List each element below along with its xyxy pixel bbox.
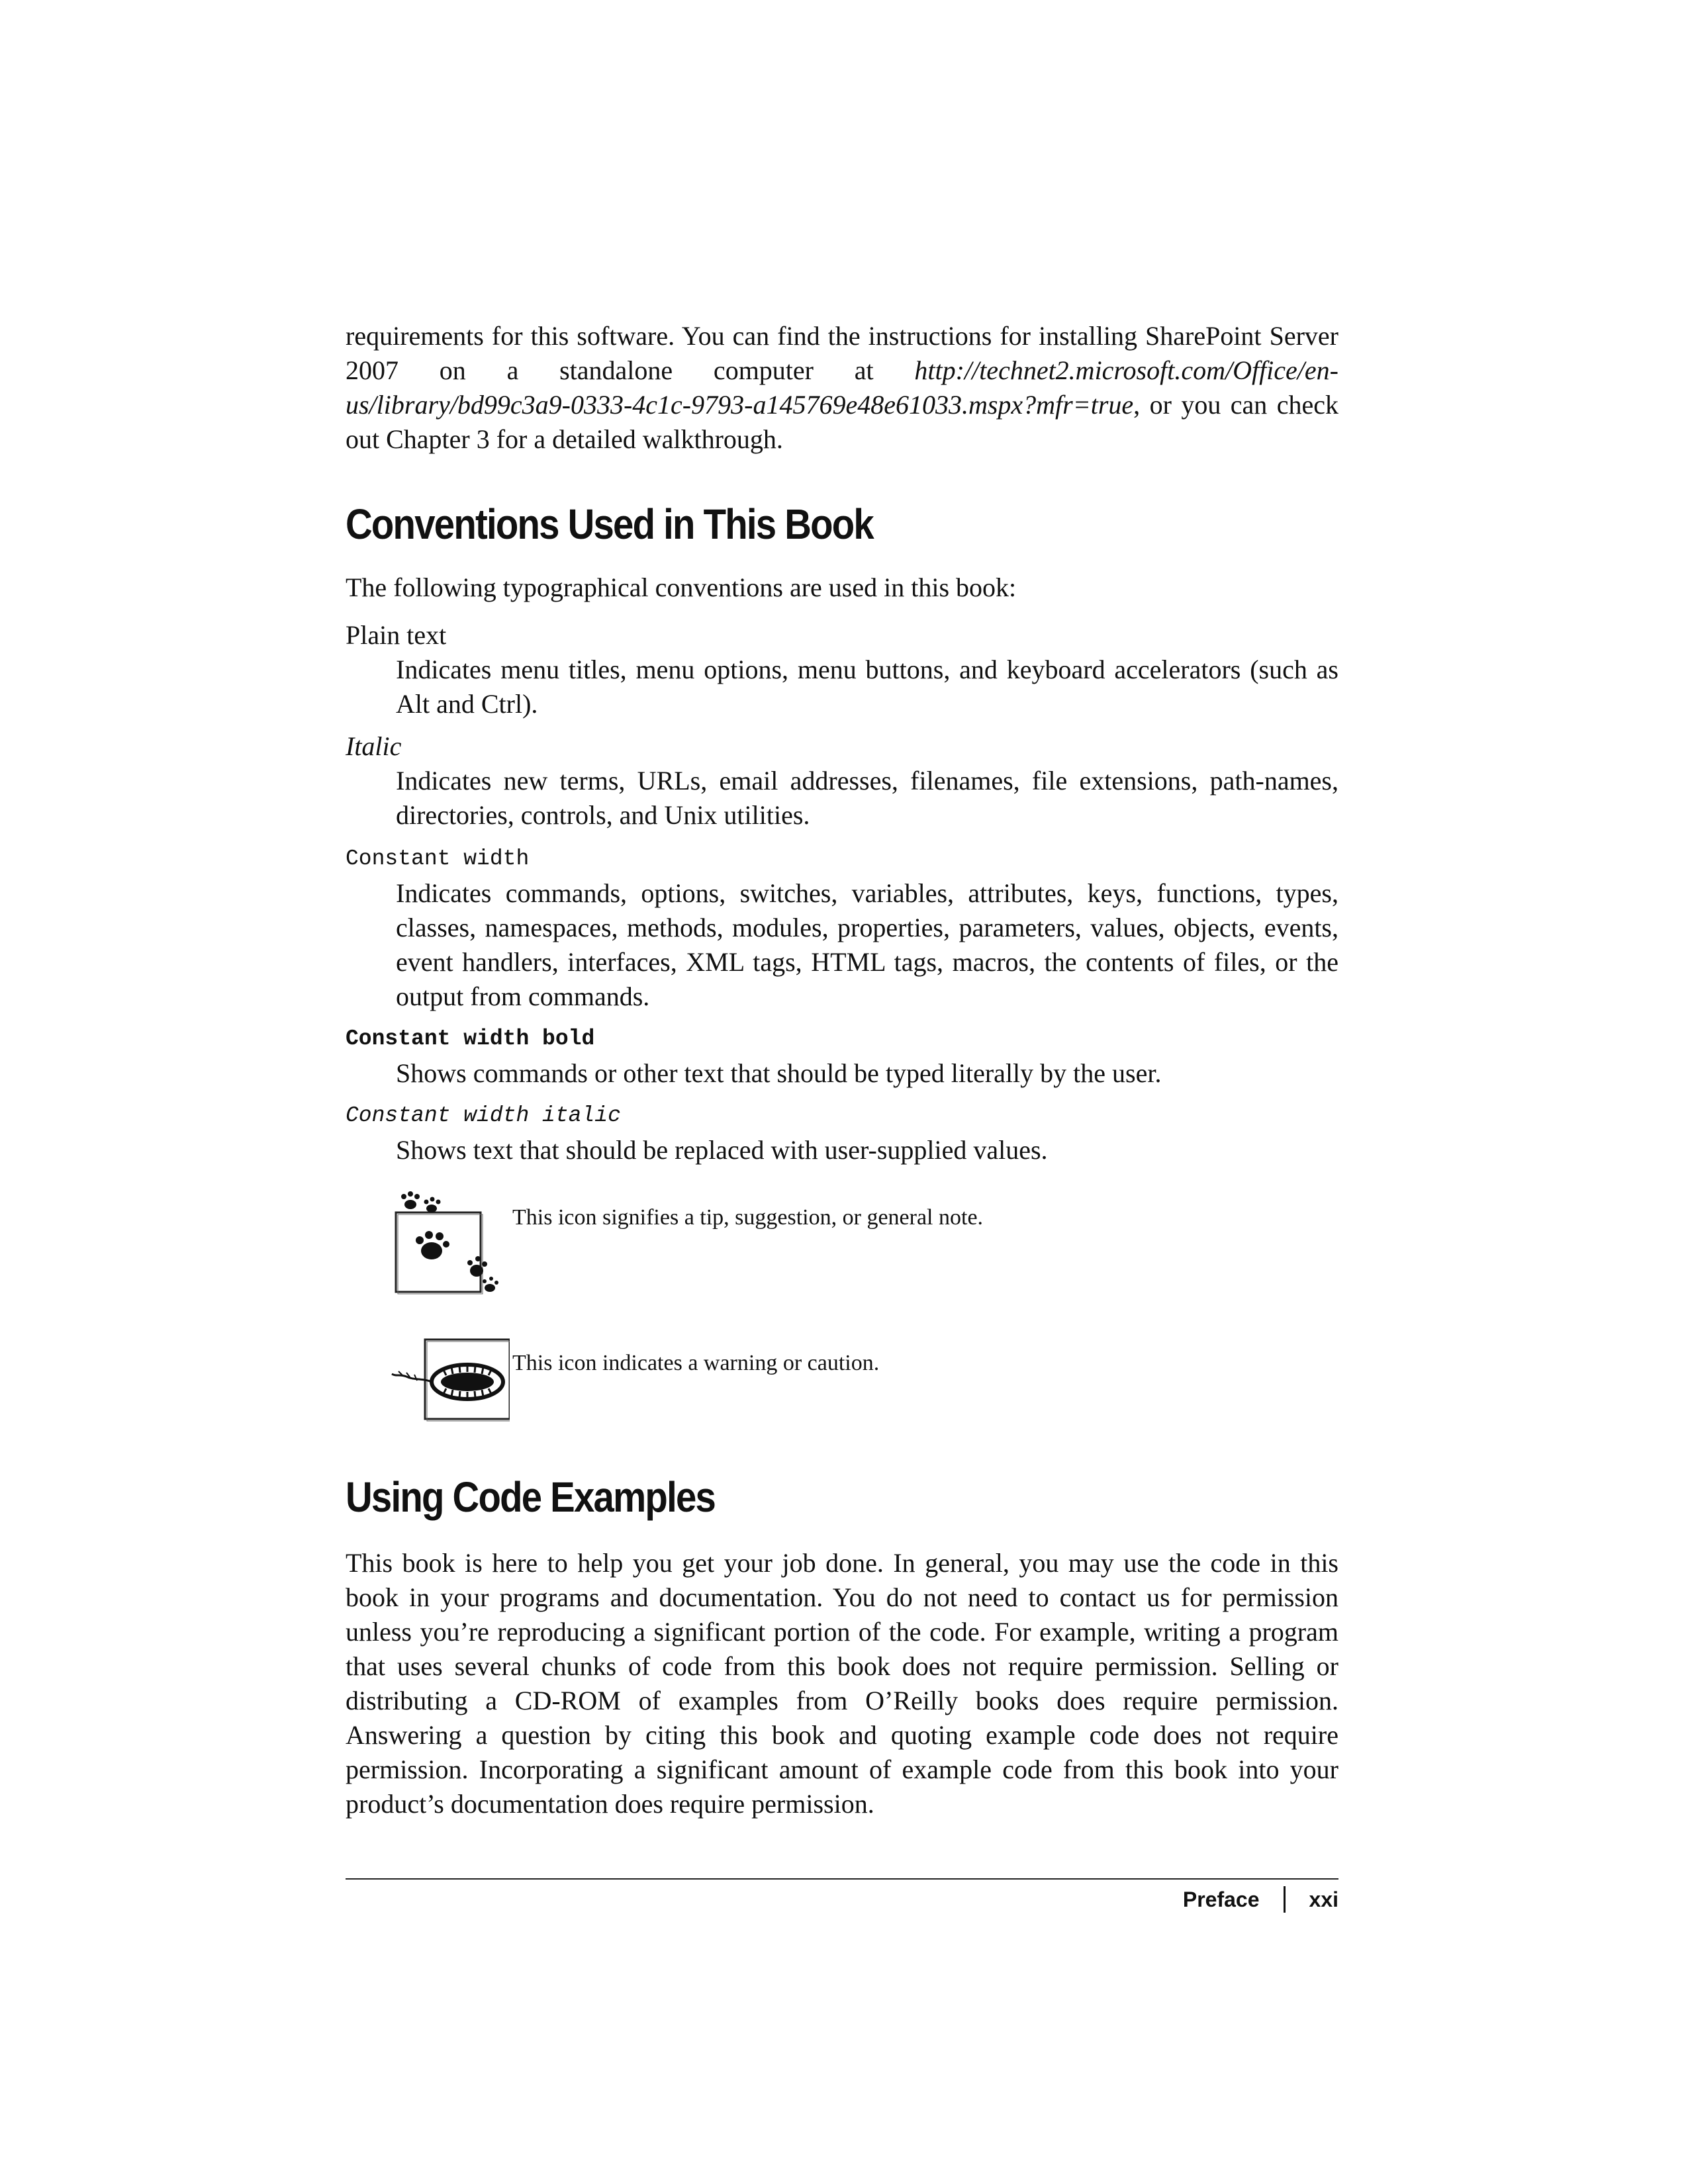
term-constant-width-bold: Constant width bold: [346, 1026, 595, 1051]
code-examples-paragraph: [346, 1546, 1338, 1821]
code-examples-text: This book is here to help you get your job done. In general, you may use the code in this book in your programs and documentation. You do not need to contact us for permission unless you’re reproducing a significant portion of the code. For example, writing a program that uses several chunks of code from this book does not require permission. Selling or distributing a CD-ROM of examples from O’Reilly books does require permission. Answering a question by citing this book and quoting example code does not require permission. Incorporating a significant amount of example code from this book into your product’s documentation does require permission.: [346, 1548, 1338, 1819]
definition-constant-width-body: Indicates commands, options, switches, variables, attributes, keys, functions, types, classes, namespaces, methods, modules, properties, parameters, values, objects, events, event handlers, interfaces, XML tags, HTML tags, macros, the contents of files, or the output from commands.: [396, 878, 1338, 1011]
term-italic: Italic: [346, 731, 402, 761]
conventions-heading: Conventions Used in This Book: [346, 500, 873, 548]
definition-plain-text: [396, 653, 1338, 721]
definition-constant-width-bold-body: Shows commands or other text that should be typed literally by the user.: [396, 1058, 1162, 1088]
conventions-lead: [346, 570, 1338, 605]
intro-url[interactable]: http://technet2.microsoft.com/Office/en-us/library/bd99c3a9-0333-4c1c-9793-a145769e48e61033.mspx?mfr=true: [346, 355, 1338, 420]
tip-notice: [391, 1189, 1337, 1295]
page-number: xxi: [1309, 1888, 1338, 1911]
code-examples-section: [346, 1471, 1338, 1524]
page-footer: [1183, 1886, 1338, 1913]
footer-rule: [346, 1878, 1338, 1880]
warning-icon: [391, 1334, 510, 1440]
definition-italic: [396, 764, 1338, 833]
footer-separator: [1284, 1886, 1286, 1913]
definition-constant-width-bold: [396, 1056, 1338, 1091]
term-constant-width-italic: Constant width italic: [346, 1103, 621, 1128]
tip-icon: [391, 1189, 510, 1295]
definition-constant-width: [396, 876, 1338, 1014]
intro-text-after: , or you can check out Chapter 3 for a detailed walkthrough.: [346, 390, 1338, 454]
definition-constant-width-italic-body: Shows text that should be replaced with user-supplied values.: [396, 1135, 1048, 1165]
code-examples-heading: Using Code Examples: [346, 1473, 716, 1521]
definition-italic-body: Indicates new terms, URLs, email addresses, filenames, file extensions, path-names, directories, controls, and Unix utilities.: [396, 766, 1338, 830]
conventions-lead-text: The following typographical conventions are used in this book:: [346, 572, 1017, 602]
definition-plain-text-body: Indicates menu titles, menu options, menu buttons, and keyboard accelerators (such as Alt and Ctrl).: [396, 655, 1338, 719]
term-plain-text: Plain text: [346, 620, 447, 650]
warning-notice: [391, 1334, 1337, 1440]
intro-text-before: requirements for this software. You can find the instructions for installing SharePoint Server 2007 on a standalone computer at: [346, 321, 1338, 385]
tip-text: This icon signifies a tip, suggestion, or general note.: [512, 1205, 984, 1230]
definition-constant-width-italic: [396, 1133, 1338, 1167]
term-constant-width: Constant width: [346, 846, 530, 871]
warning-text: This icon indicates a warning or caution.: [512, 1351, 880, 1375]
intro-paragraph: [346, 319, 1338, 457]
conventions-section: [346, 498, 1338, 551]
footer-section: Preface: [1182, 1888, 1260, 1911]
